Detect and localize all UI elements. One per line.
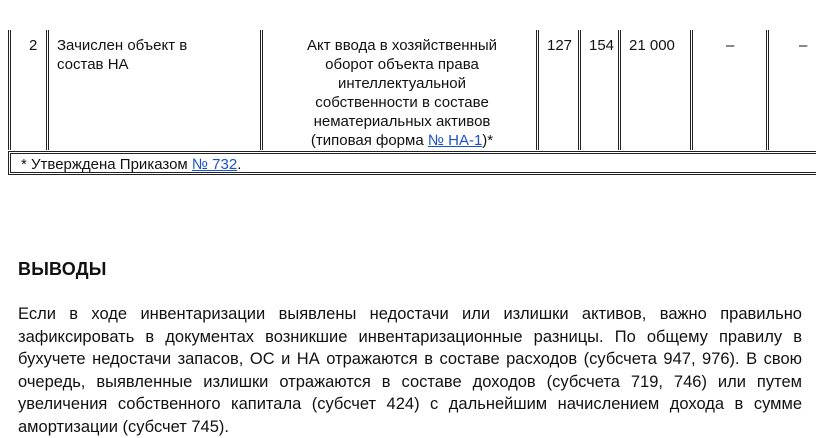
amount-value: 21 000 <box>629 37 675 54</box>
footnote-row <box>8 151 816 175</box>
credit-cell <box>578 30 621 150</box>
col9-cell <box>766 30 816 150</box>
debit-account: 127 <box>547 37 573 54</box>
col8-cell <box>690 30 769 150</box>
document-text-after: )* <box>482 132 494 149</box>
col9-value: – <box>799 37 808 54</box>
row-number-cell <box>8 30 49 150</box>
order-732-link[interactable]: № 732 <box>191 156 238 173</box>
footnote-before: * Утверждена Приказом <box>21 156 192 173</box>
footnote-text <box>21 155 241 174</box>
amount-cell <box>618 30 693 150</box>
document-text <box>287 36 517 150</box>
row-number: 2 <box>29 37 38 54</box>
credit-account: 154 <box>589 37 615 54</box>
debit-cell <box>536 30 581 150</box>
document-text-before: Акт ввода в хозяйственный оборот объекта права интеллектуальной собственности в составе нематериальных активов (типовая форма <box>306 37 498 149</box>
footnote-after: . <box>237 156 242 173</box>
section-paragraph: Если в ходе инвентаризации выявлены недостачи или излишки активов, важно правильно зафиксировать в документах возникшие инвентаризационные разницы. По общему правилу в бухучете недостачи запасов, ОС и НА отражаются в составе расходов (субсчета 947, 976). В свою очередь, выявленные излишки отражаются в составе доходов (субсчета 719, 746) или путем увеличения собственного капитала (субсчет 424) с дальнейшим начислением дохода в сумме амортизации (субсчет 745). <box>18 305 802 436</box>
accounting-table <box>8 30 816 178</box>
section-title: ВЫВОДЫ <box>18 259 107 279</box>
col8-value: – <box>726 37 735 54</box>
operation-cell <box>46 30 263 150</box>
operation-text: Зачислен объект в состав НА <box>57 37 188 73</box>
document-cell <box>260 30 539 150</box>
form-na1-link[interactable]: № НА-1 <box>427 132 483 149</box>
